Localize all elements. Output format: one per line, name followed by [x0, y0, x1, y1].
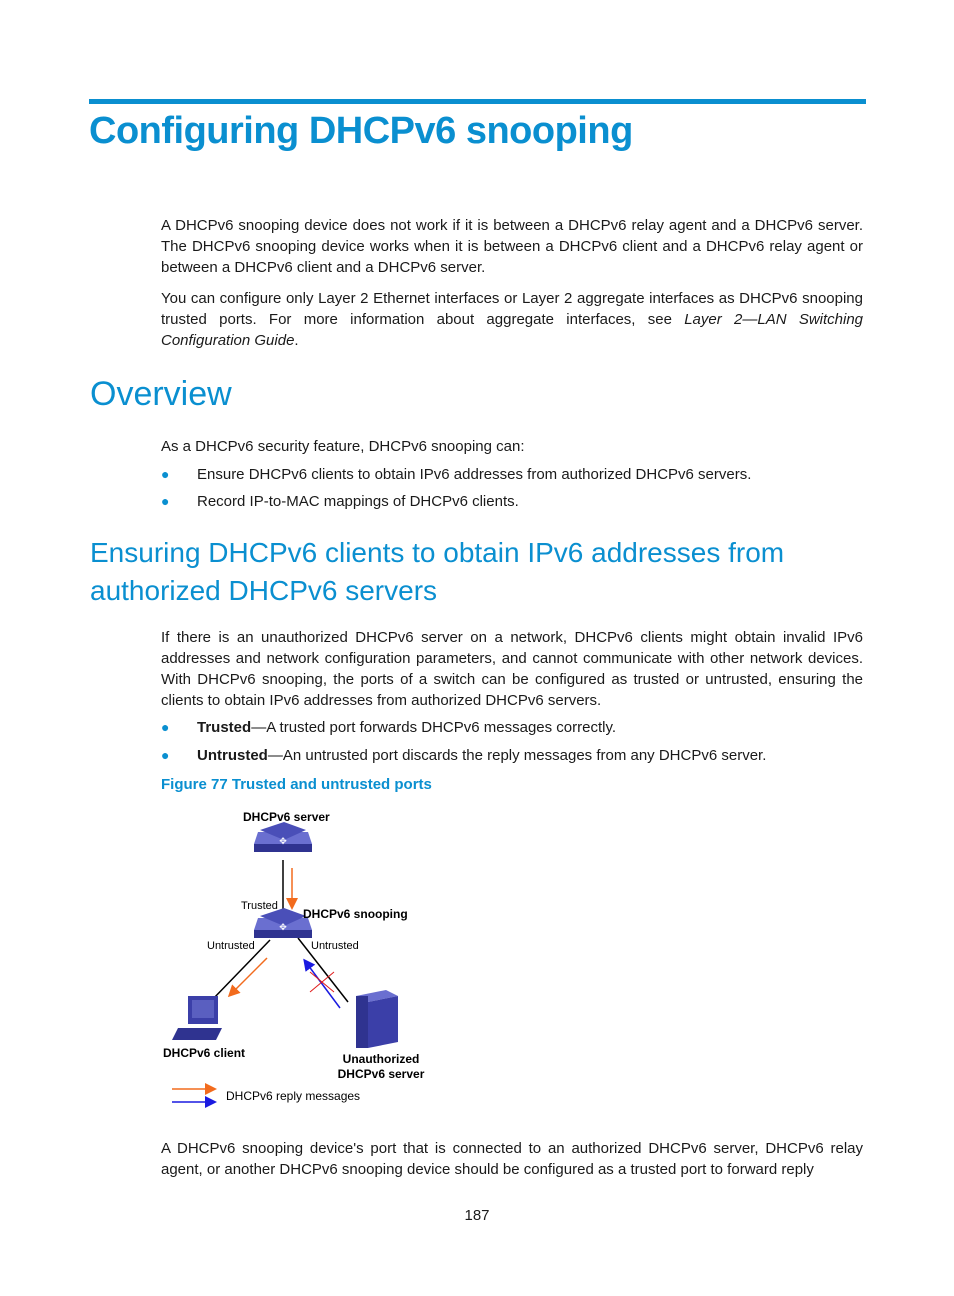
list-item-text: Record IP-to-MAC mappings of DHCPv6 clients.	[197, 493, 519, 510]
list-item-text: —A trusted port forwards DHCPv6 messages correctly.	[251, 719, 617, 736]
title-rule	[89, 99, 866, 104]
label-untrusted-right: Untrusted	[311, 940, 359, 952]
label-trusted: Trusted	[241, 900, 278, 912]
label-dhcpv6-snooping: DHCPv6 snooping	[303, 907, 408, 921]
figure-caption: Figure 77 Trusted and untrusted ports	[161, 776, 432, 793]
intro-paragraph-1: A DHCPv6 snooping device does not work if it is between a DHCPv6 relay agent and a DHCPv6 server. The DHCPv6 snooping device works when it is between a DHCPv6 client and a DHCPv6 relay agent or between a DHCPv6 client and a DHCPv6 server.	[161, 217, 863, 276]
bullet-icon: ●	[161, 719, 170, 735]
list-item-text: Ensure DHCPv6 clients to obtain IPv6 addresses from authorized DHCPv6 servers.	[197, 466, 752, 483]
intro-paragraph-2	[161, 288, 863, 351]
list-item-text: —An untrusted port discards the reply messages from any DHCPv6 server.	[267, 747, 767, 764]
pc-icon	[172, 996, 222, 1040]
server-icon	[356, 990, 398, 1048]
section-paragraph: If there is an unauthorized DHCPv6 server on a network, DHCPv6 clients might obtain invalid IPv6 addresses and network configuration parameters, and cannot communicate with other network devices. With DHCPv6 snooping, the ports of a switch can be configured as trusted or untrusted, ensuring the clients to obtain IPv6 addresses from authorized DHCPv6 servers.	[161, 629, 863, 709]
term-trusted: Trusted	[197, 719, 252, 736]
legend-label: DHCPv6 reply messages	[226, 1089, 361, 1103]
label-untrusted-left: Untrusted	[207, 940, 255, 952]
page-title: Configuring DHCPv6 snooping	[89, 110, 633, 152]
overview-heading: Overview	[90, 375, 232, 413]
page-number: 187	[464, 1207, 490, 1224]
svg-text:✥: ✥	[279, 922, 287, 932]
label-dhcpv6-server: DHCPv6 server	[243, 810, 330, 824]
switch-icon	[254, 822, 312, 852]
section-heading: Ensuring DHCPv6 clients to obtain IPv6 addresses from authorized DHCPv6 servers	[90, 537, 785, 606]
label-unauthorized-server: DHCPv6 server	[337, 1067, 425, 1081]
intro-p2-end: .	[294, 332, 299, 349]
bullet-icon: ●	[161, 466, 170, 482]
label-dhcpv6-client: DHCPv6 client	[163, 1046, 246, 1060]
intro-p2-start: You can configure only Layer 2 Ethernet interfaces or Layer 2 aggregate interfaces as DHCPv6 snooping trusted ports. For more information about aggregate interfaces, see	[161, 290, 863, 328]
closing-paragraph: A DHCPv6 snooping device's port that is connected to an authorized DHCPv6 server, DHCPv6 relay agent, or another DHCPv6 snooping device should be configured as a trusted port to forward reply	[161, 1140, 863, 1178]
label-unauthorized: Unauthorized	[342, 1052, 420, 1066]
network-diagram	[150, 800, 450, 1110]
intro-p2-reference: Layer 2—LAN Switching Configuration Guide	[161, 311, 864, 349]
bullet-icon: ●	[161, 493, 170, 509]
overview-lead: As a DHCPv6 security feature, DHCPv6 snooping can:	[161, 438, 525, 455]
term-untrusted: Untrusted	[197, 747, 268, 764]
svg-text:✥: ✥	[279, 836, 287, 846]
bullet-icon: ●	[161, 747, 170, 763]
